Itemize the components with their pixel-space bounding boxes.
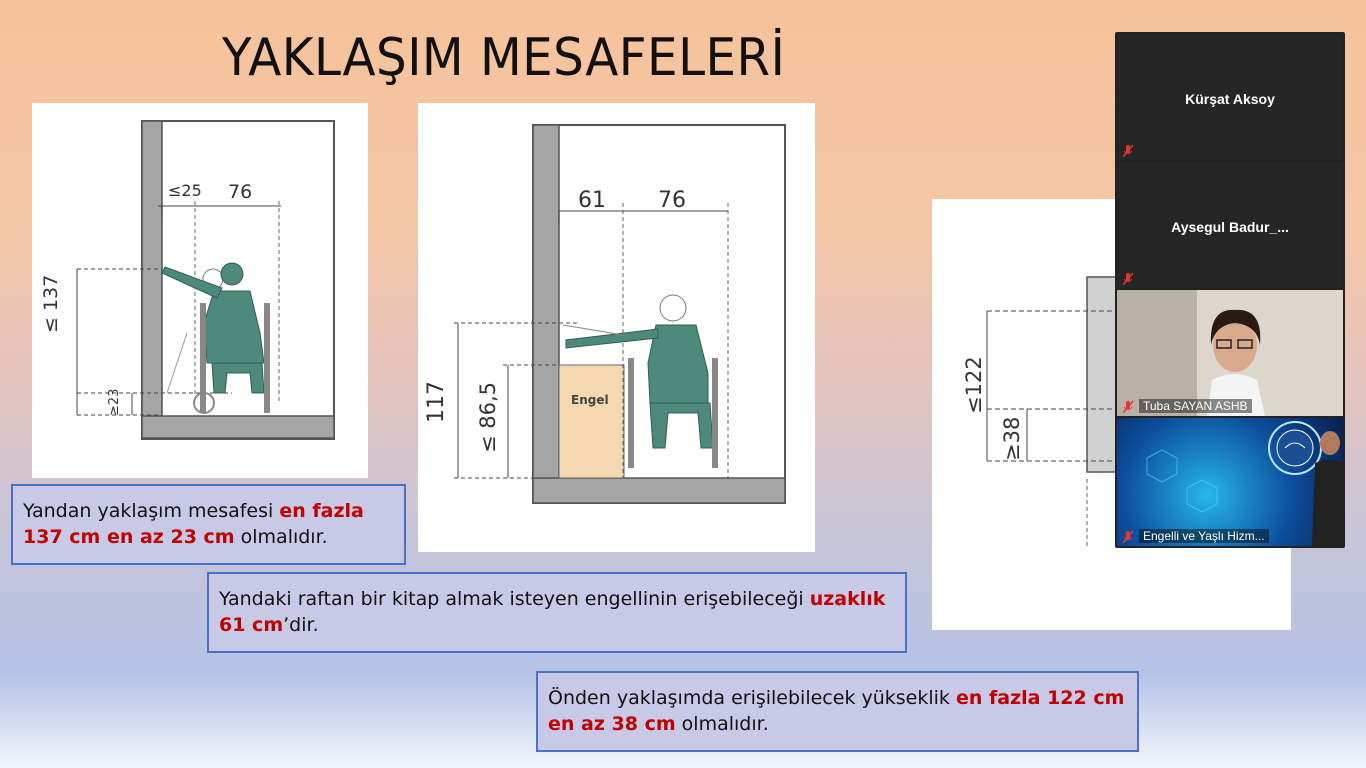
mic-muted-icon xyxy=(1121,144,1135,158)
participant-video xyxy=(1117,418,1343,546)
note-text-end: olmalıdır. xyxy=(675,713,769,735)
participant-video-tile[interactable] xyxy=(1117,290,1343,416)
participant-video xyxy=(1117,290,1343,416)
side-approach-note xyxy=(11,484,406,565)
note-text: Önden yaklaşımda erişilebilecek yükseklik xyxy=(548,687,956,709)
figure-reach-obstacle xyxy=(418,103,815,552)
mic-muted-icon xyxy=(1121,530,1135,544)
shelf-reach-note xyxy=(207,572,907,653)
dim-height: 117 xyxy=(424,381,449,423)
note-highlight: en fazla 137 cm en az 23 cm xyxy=(23,500,364,548)
participant-name: Engelli ve Yaşlı Hizm... xyxy=(1139,529,1269,543)
participant-tile[interactable] xyxy=(1117,34,1343,160)
mic-muted-icon xyxy=(1121,400,1135,414)
dim-top-a: ≤25 xyxy=(168,181,202,200)
dim-top-a: 61 xyxy=(578,188,606,213)
note-highlight: en fazla 122 cm en az 38 cm xyxy=(548,687,1125,735)
figure-side-approach xyxy=(32,103,368,478)
obstacle-label: Engel xyxy=(571,393,609,407)
note-text-end: olmalıdır. xyxy=(234,526,328,548)
note-text-end: ’dir. xyxy=(283,614,319,636)
participant-panel xyxy=(1115,32,1345,548)
participant-name: Aysegul Badur_... xyxy=(1171,219,1289,235)
dim-height: ≤122 xyxy=(962,356,986,414)
note-highlight: uzaklık 61 cm xyxy=(219,588,886,636)
dim-top-b: 76 xyxy=(228,181,253,203)
dim-low: ≥38 xyxy=(1000,416,1024,461)
note-text: Yandaki raftan bir kitap almak isteyen engellinin erişebileceği xyxy=(219,588,810,610)
slide-title: YAKLAŞIM MESAFELERİ xyxy=(222,28,786,88)
dim-top-b: 76 xyxy=(658,188,686,213)
participant-name: Tuba SAYAN ASHB xyxy=(1139,399,1252,413)
dim-low: ≥23 xyxy=(107,388,122,416)
participant-tile[interactable] xyxy=(1117,162,1343,288)
participant-name: Kürşat Aksoy xyxy=(1185,91,1275,107)
mic-muted-icon xyxy=(1121,272,1135,286)
front-approach-note xyxy=(536,671,1139,752)
dim-obstacle: ≤ 86,5 xyxy=(476,381,500,453)
dim-height: ≤ 137 xyxy=(40,274,62,333)
note-text: Yandan yaklaşım mesafesi xyxy=(23,500,280,522)
participant-video-tile[interactable] xyxy=(1117,418,1343,546)
